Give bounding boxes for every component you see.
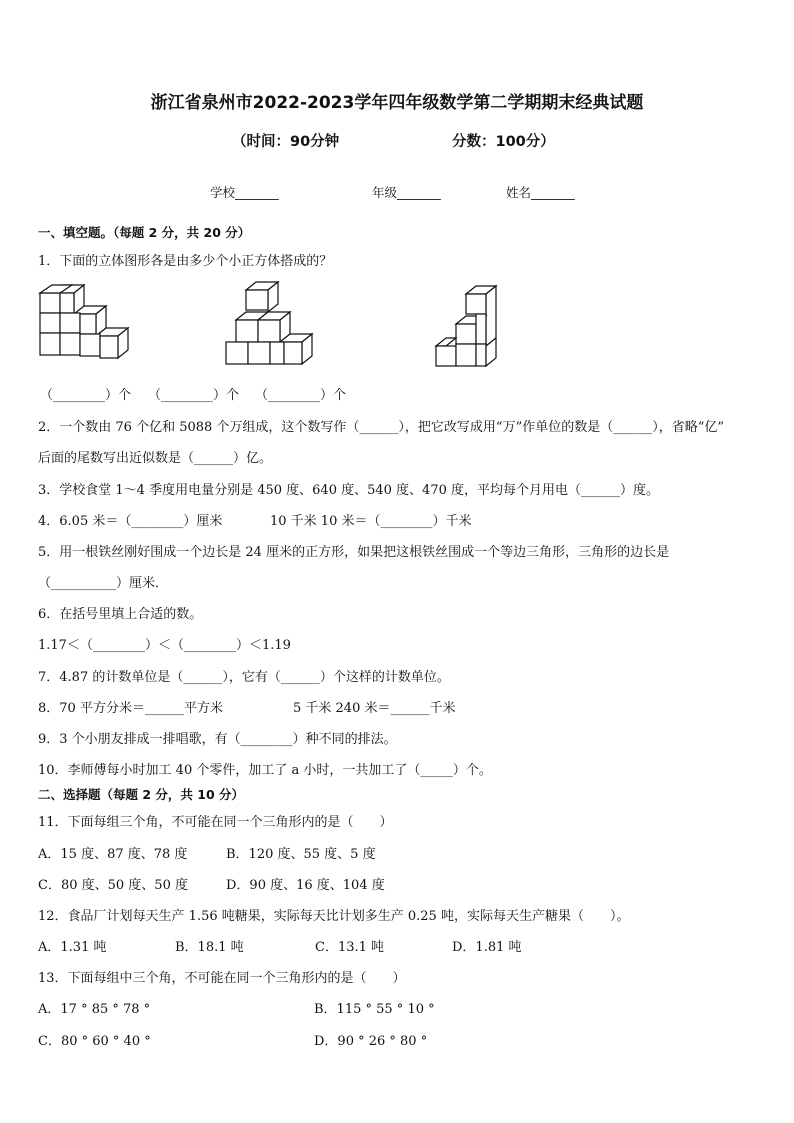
cube-figure-3	[432, 284, 504, 372]
q11-option-b[interactable]: B．120 度、55 度、5 度	[226, 847, 376, 862]
q1-answer-2[interactable]: （________）个	[148, 388, 240, 403]
cube-figure-2	[222, 280, 326, 372]
q13-option-a[interactable]: A．17 ° 85 ° 78 °	[38, 1002, 151, 1017]
exam-title: 浙江省泉州市2022-2023学年四年级数学第二学期期末经典试题	[150, 93, 644, 113]
q12-option-b[interactable]: B．18.1 吨	[175, 940, 244, 955]
q11-option-a[interactable]: A．15 度、87 度、78 度	[38, 847, 188, 862]
section-1-heading: 一、填空题。（每题 2 分，共 20 分）	[38, 225, 251, 240]
school-field[interactable]: 学校_______	[210, 185, 279, 200]
question-7: 7．4.87 的计数单位是（______），它有（______）个这样的计数单位。	[38, 670, 450, 685]
q12-option-d[interactable]: D．1.81 吨	[452, 940, 522, 955]
q1-answer-3[interactable]: （________）个	[255, 388, 347, 403]
q13-option-d[interactable]: D．90 ° 26 ° 80 °	[314, 1034, 428, 1049]
question-8-part-b: 5 千米 240 米＝______千米	[293, 701, 456, 716]
question-1: 1．下面的立体图形各是由多少个小正方体搭成的？	[38, 254, 333, 269]
question-11: 11．下面每组三个角，不可能在同一个三角形内的是（ ）	[38, 815, 393, 830]
cube-figure-1	[36, 284, 132, 372]
q12-option-c[interactable]: C．13.1 吨	[315, 940, 385, 955]
question-4-part-b: 10 千米 10 米＝（________）千米	[270, 514, 472, 529]
question-12: 12．食品厂计划每天生产 1.56 吨糖果，实际每天比计划多生产 0.25 吨，实际每天生产糖果（ ）。	[38, 909, 630, 924]
question-6: 6．在括号里填上合适的数。	[38, 607, 203, 622]
question-13: 13．下面每组中三个角，不可能在同一个三角形内的是（ ）	[38, 971, 406, 986]
q1-answer-1[interactable]: （________）个	[40, 388, 132, 403]
q13-option-c[interactable]: C．80 ° 60 ° 40 °	[38, 1034, 151, 1049]
question-5-line-2: （__________）厘米．	[38, 576, 169, 591]
exam-score: 分数：100分）	[452, 134, 555, 150]
name-field[interactable]: 姓名_______	[506, 185, 575, 200]
question-2-line-2: 后面的尾数写出近似数是（______）亿。	[38, 451, 273, 466]
question-4-part-a: 4．6.05 米＝（________）厘米	[38, 514, 223, 529]
question-10: 10．李师傅每小时加工 40 个零件，加工了 a 小时，一共加工了（_____）个。	[38, 763, 492, 778]
grade-field[interactable]: 年级_______	[372, 185, 441, 200]
question-9: 9．3 个小朋友排成一排唱歌，有（________）种不同的排法。	[38, 732, 397, 747]
q11-option-c[interactable]: C．80 度、50 度、50 度	[38, 878, 188, 893]
question-3: 3．学校食堂 1～4 季度用电量分别是 450 度、640 度、540 度、470 度，平均每个月用电（______）度。	[38, 483, 659, 498]
question-8-part-a: 8．70 平方分米＝______平方米	[38, 701, 223, 716]
q11-option-d[interactable]: D．90 度、16 度、104 度	[226, 878, 385, 893]
question-2-line-1: 2．一个数由 76 个亿和 5088 个万组成，这个数写作（______），把它改写成用“万”作单位的数是（______），省略“亿”	[38, 420, 725, 435]
exam-time: （时间：90分钟	[232, 134, 340, 150]
question-6-expression: 1.17＜（________）＜（________）＜1.19	[38, 638, 291, 653]
question-5-line-1: 5．用一根铁丝刚好围成一个边长是 24 厘米的正方形，如果把这根铁丝围成一个等边三角形，三角形的边长是	[38, 545, 670, 560]
q12-option-a[interactable]: A．1.31 吨	[38, 940, 107, 955]
section-2-heading: 二、选择题（每题 2 分，共 10 分）	[38, 787, 245, 802]
q13-option-b[interactable]: B．115 ° 55 ° 10 °	[314, 1002, 435, 1017]
